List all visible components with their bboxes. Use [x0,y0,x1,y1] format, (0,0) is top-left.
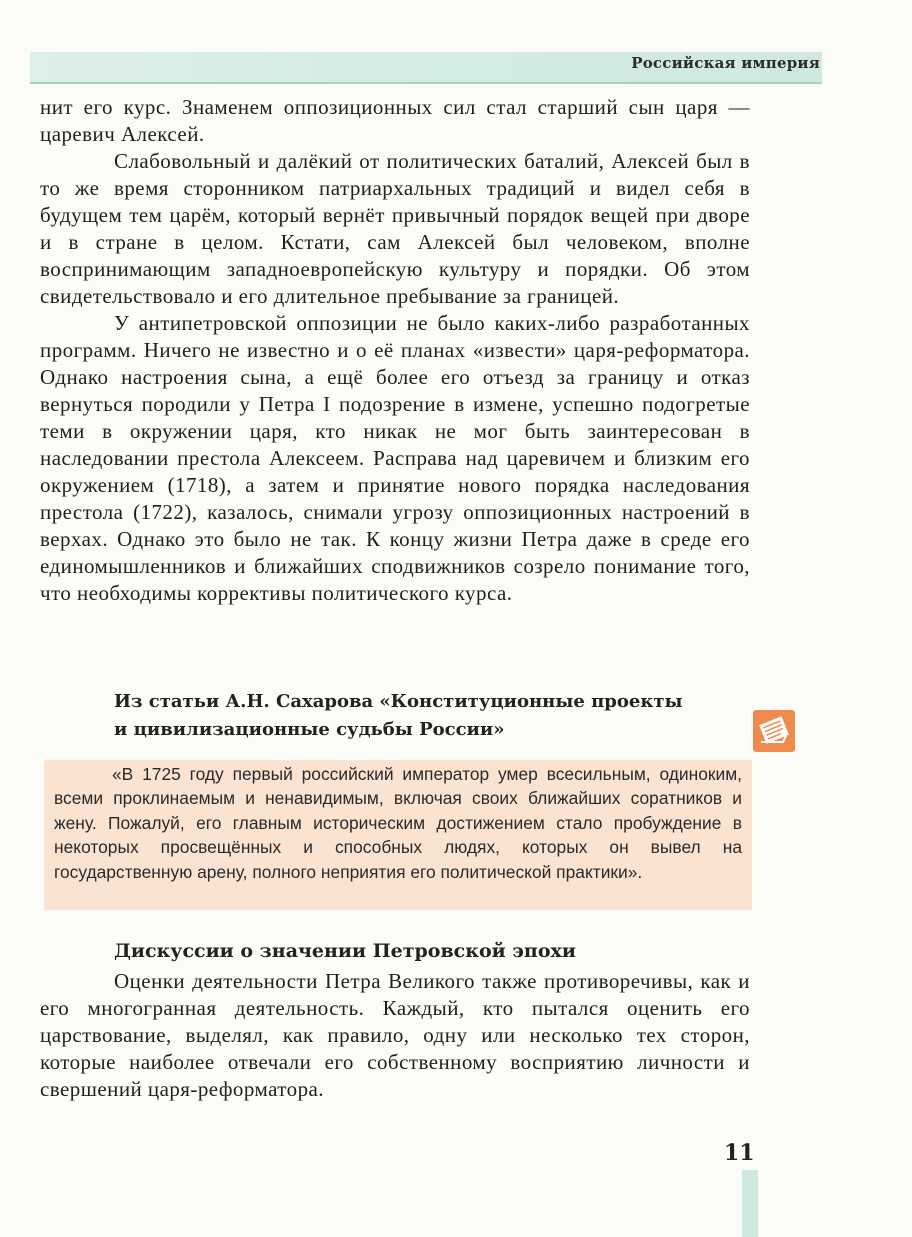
source-heading-line-2: и цивилизационные судьбы России» [114,719,505,740]
document-icon [753,710,795,752]
source-quote: «В 1725 году первый российский император умер всесильным, одиноким, всеми проклинаемым и ненавидимым, включая своих ближайших соратников и жену. Пожалуй, его главным историческим достижением стало пробуждение в некоторых просвещённых и способных людях, которых он вывел на государственную арену, полного неприятия его политической практики». [54,764,742,882]
section-heading: Дискуссии о значении Петровской эпохи [114,940,576,962]
paragraph-4: Оценки деятельности Петра Великого также противоречивы, как и его многогранная деятельность. Каждый, кто пытался оценить его царствование, выделял, как правило, одну или несколько тех сторон, которые наиболее отвечали его собственному восприятию личности и свершений царя-реформатора. [40,969,750,1101]
paragraph-2: Слабовольный и далёкий от политических баталий, Алексей был в то же время сторонником патриархальных традиций и видел себя в будущем тем царём, который вернёт привычный порядок вещей при дворе и в стране в целом. Кстати, сам Алексей был человеком, вполне воспринимающим западноевропейскую культуру и порядки. Об этом свидетельствовало и его длительное пребывание за границей. [40,149,750,308]
paragraph-3: У антипетровской оппозиции не было каких-либо разработанных программ. Ничего не известно и о её планах «извести» царя-реформатора. Однако настроения сына, а ещё более его отъезд за границу и отказ вернуться породили у Петра I подозрение в измене, успешно подогретые теми в окружении царя, кто никак не мог быть заинтересован в наследовании престола Алексеем. Расправа над царевичем и близким его окружением (1718), а затем и принятие нового порядка наследования престола (1722), казалось, снимали угрозу оппозиционных настроений в верхах. Однако это было не так. К концу жизни Петра даже в среде его единомышленников и ближайших сподвижников созрело понимание того, что необходимы коррективы политического курса. [40,311,750,605]
side-strip [742,1170,758,1237]
paragraph-1: нит его курс. Знаменем оппозиционных сил стал старший сын царя — царевич Алексей. [40,95,750,146]
source-heading-line-1: Из статьи А.Н. Сахарова «Конституционные проекты [114,691,683,712]
section-title: Российская империя [631,54,820,72]
main-text-bottom [40,968,750,1103]
source-heading [114,688,754,744]
page-number: 11 [724,1140,755,1166]
main-text-top [40,94,750,607]
